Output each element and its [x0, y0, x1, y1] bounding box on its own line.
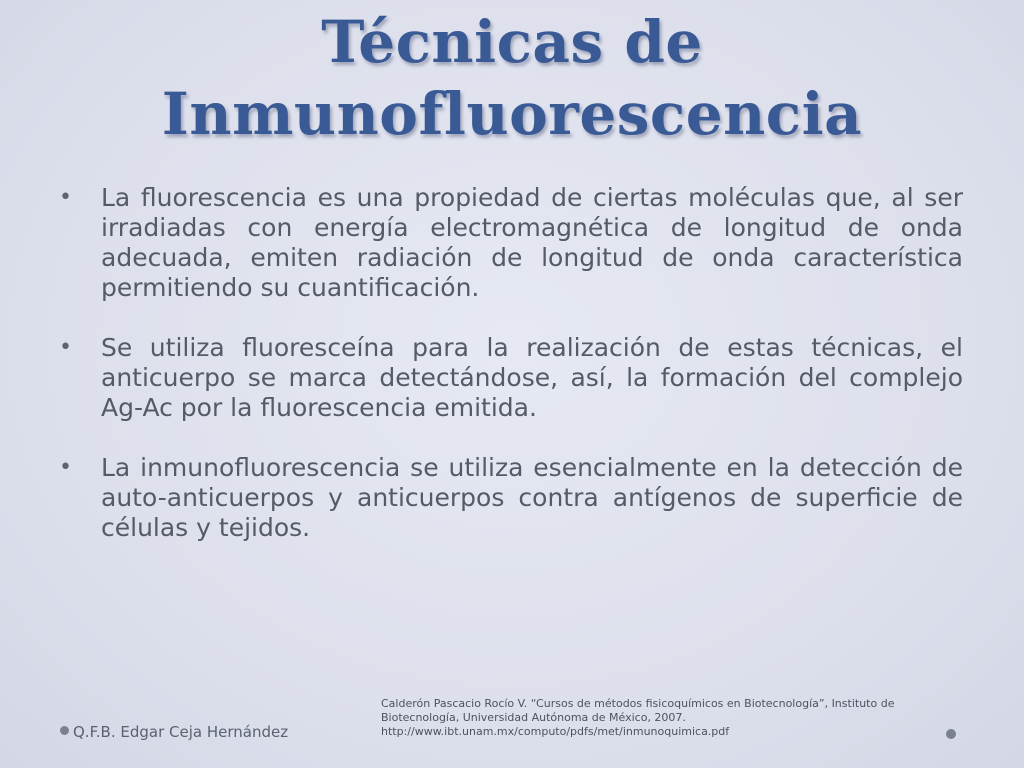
- bullet-list: [55, 183, 963, 573]
- bullet-item-inmunofluorescencia: [55, 453, 963, 543]
- citation-line-2: Biotecnología, Universidad Autónoma de México, 2007.: [381, 711, 686, 724]
- bullet-icon: •: [59, 455, 72, 480]
- title-line-2: Inmunofluorescencia: [161, 80, 863, 148]
- bullet-text: La inmunofluorescencia se utiliza esencialmente en la detección de auto-anticuerpos y anticuerpos contra antígenos de superficie de células y tejidos.: [101, 453, 963, 542]
- bullet-item-fluorescencia: [55, 183, 963, 303]
- bullet-text: La fluorescencia es una propiedad de ciertas moléculas que, al ser irradiadas con energía electromagnética de longitud de onda adecuada, emiten radiación de longitud de onda característica permitiendo su cuantificación.: [101, 183, 963, 302]
- footer-dot-icon: [60, 726, 69, 735]
- citation-line-1: Calderón Pascacio Rocío V. “Cursos de métodos fisicoquímicos en Biotecnología”, Instituto de: [381, 697, 895, 710]
- bullet-item-fluoresceina: [55, 333, 963, 423]
- author-name: Q.F.B. Edgar Ceja Hernández: [73, 723, 289, 741]
- footer-citation: [381, 697, 941, 739]
- footer-right-dot-icon: [946, 729, 956, 739]
- bullet-icon: •: [59, 335, 72, 360]
- bullet-text: Se utiliza fluoresceína para la realización de estas técnicas, el anticuerpo se marca detectándose, así, la formación del complejo Ag-Ac por la fluorescencia emitida.: [101, 333, 963, 422]
- citation-link[interactable]: http://www.ibt.unam.mx/computo/pdfs/met/inmunoquimica.pdf: [381, 725, 730, 738]
- bullet-icon: •: [59, 185, 72, 210]
- footer-author: [60, 723, 288, 741]
- title-line-1: Técnicas de: [321, 8, 703, 76]
- slide-title: [40, 6, 984, 150]
